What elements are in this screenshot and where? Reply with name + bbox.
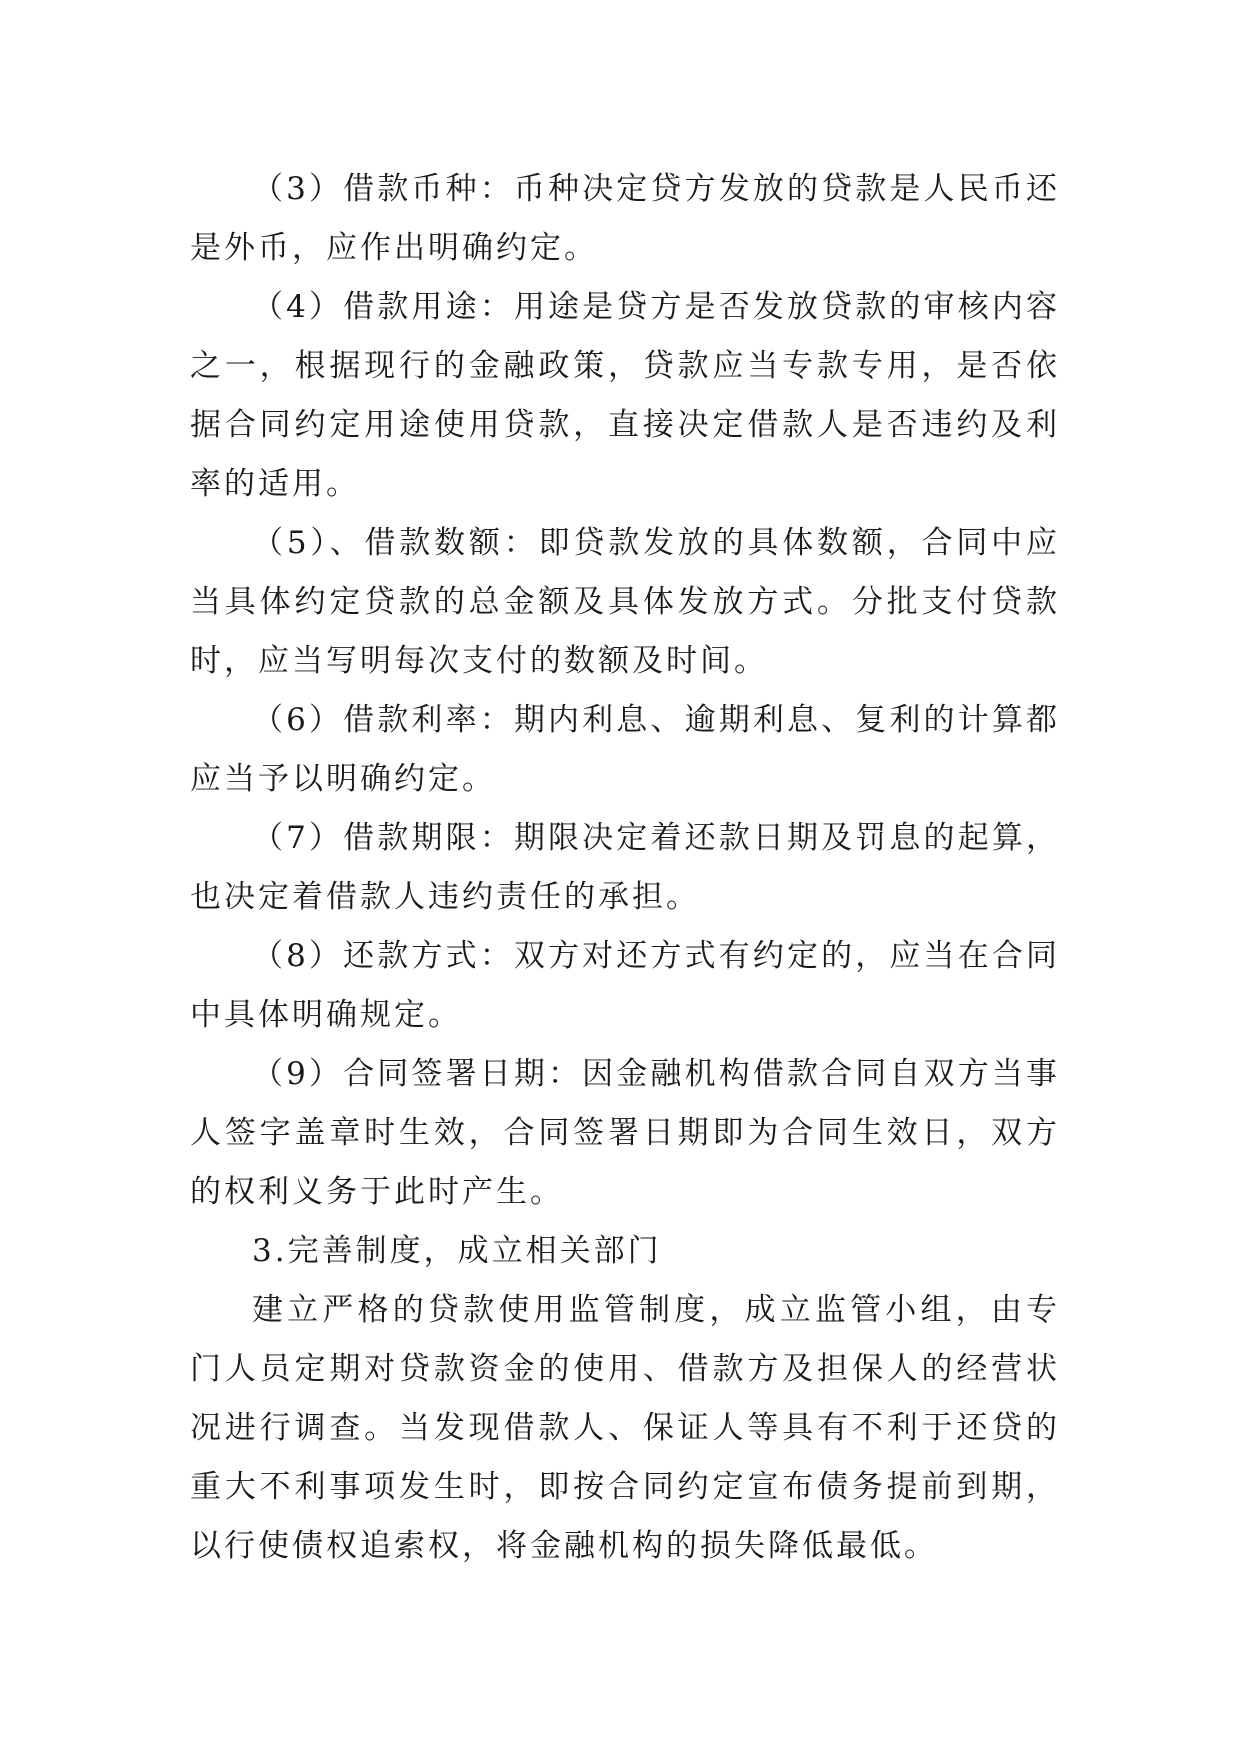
- paragraph-loan-term: （7）借款期限：期限决定着还款日期及罚息的起算，也决定着借款人违约责任的承担。: [190, 820, 1060, 915]
- paragraph-loan-purpose: （4）借款用途：用途是贷方是否发放贷款的审核内容之一，根据现行的金融政策，贷款应当专款专用，是否依据合同约定用途使用贷款，直接决定借款人是否违约及利率的适用。: [190, 289, 1060, 502]
- body-text: [190, 160, 1060, 1576]
- paragraph-supervision: 建立严格的贷款使用监管制度，成立监管小组，由专门人员定期对贷款资金的使用、借款方及担保人的经营状况进行调查。当发现借款人、保证人等具有不利于还贷的重大不利事项发生时，即按合同约定宣布债务提前到期，以行使债权追索权，将金融机构的损失降低最低。: [190, 1292, 1060, 1564]
- section-heading: 3.完善制度，成立相关部门: [252, 1233, 662, 1269]
- paragraph-repayment-method: （8）还款方式：双方对还方式有约定的，应当在合同中具体明确规定。: [190, 938, 1060, 1033]
- paragraph-loan-amount: （5）、借款数额：即贷款发放的具体数额，合同中应当具体约定贷款的总金额及具体发放方式。分批支付贷款时，应当写明每次支付的数额及时间。: [190, 525, 1060, 679]
- paragraph-loan-interest-rate: （6）借款利率：期内利息、逾期利息、复利的计算都应当予以明确约定。: [190, 702, 1060, 797]
- paragraph-signing-date: （9）合同签署日期：因金融机构借款合同自双方当事人签字盖章时生效，合同签署日期即为合同生效日，双方的权利义务于此时产生。: [190, 1056, 1060, 1210]
- paragraph-loan-currency: （3）借款币种：币种决定贷方发放的贷款是人民币还是外币，应作出明确约定。: [190, 171, 1060, 266]
